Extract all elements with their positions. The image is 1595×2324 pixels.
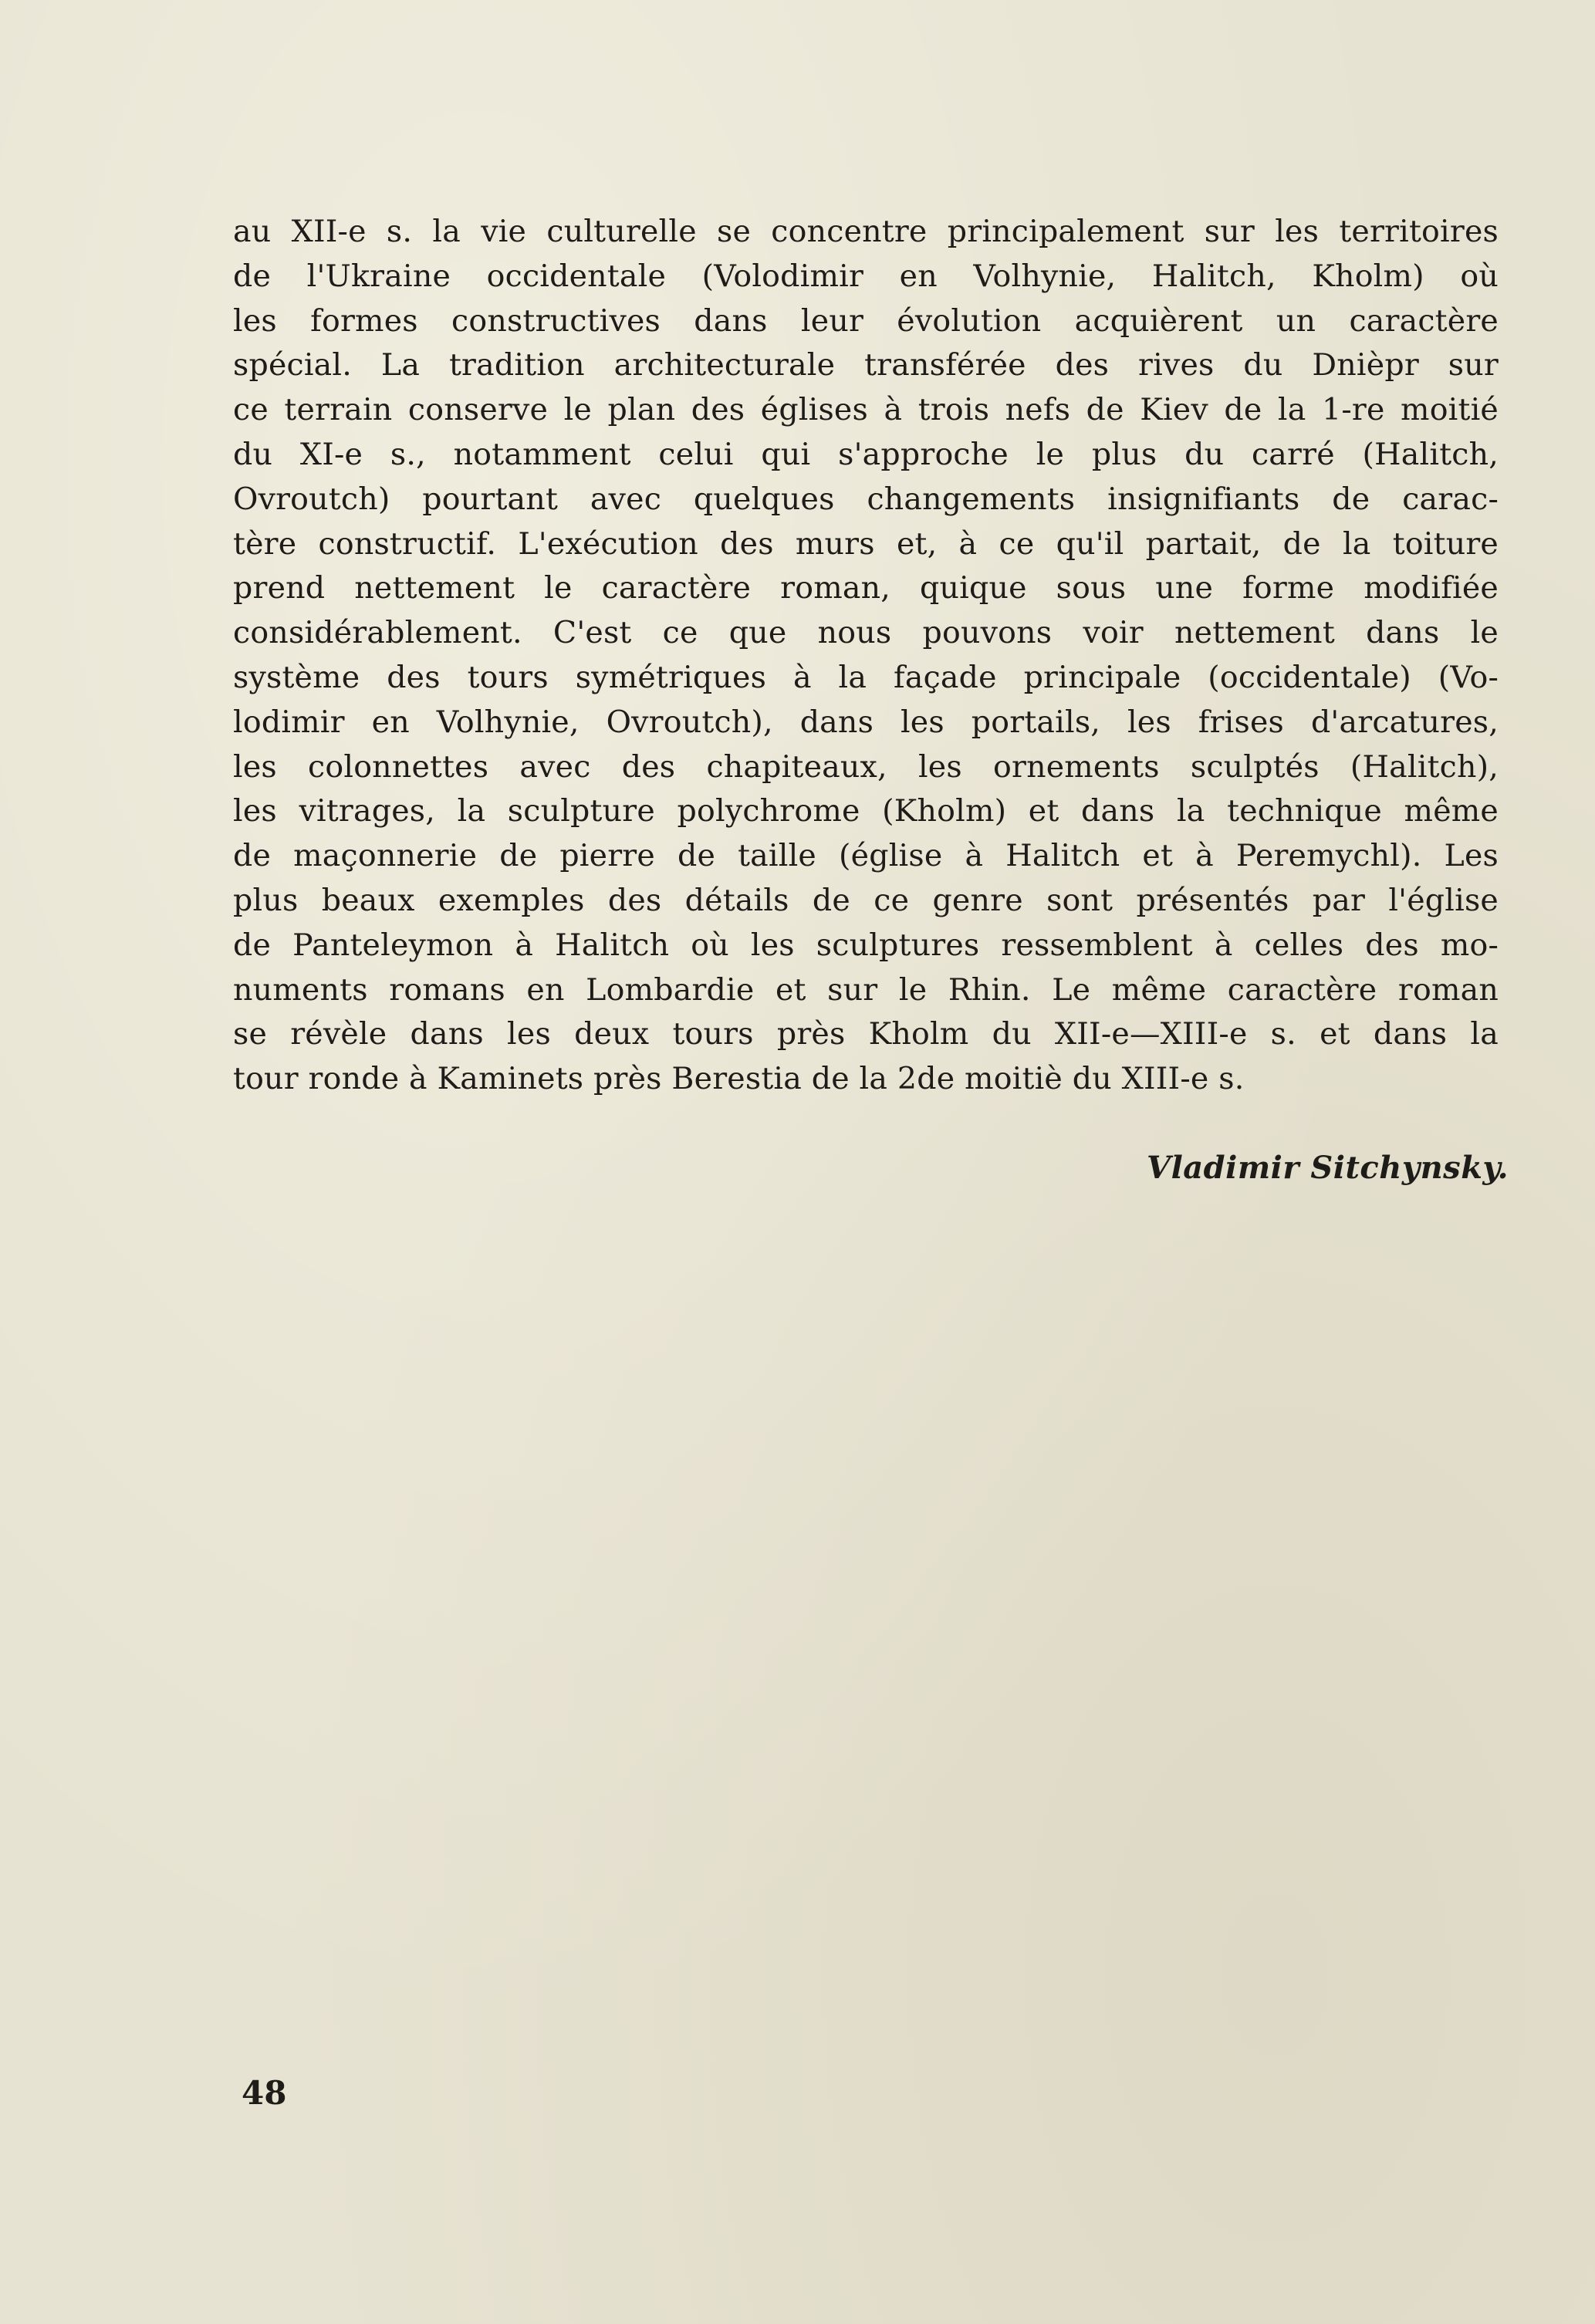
paragraph-line: considérablement. C'est ce que nous pouvons voir nettement dans le bbox=[233, 615, 1499, 651]
paragraph-line: plus beaux exemples des détails de ce genre sont présentés par l'église bbox=[233, 882, 1499, 918]
paragraph-line: de maçonnerie de pierre de taille (église à Halitch et à Peremychl). Les bbox=[233, 838, 1499, 874]
body-paragraph bbox=[233, 210, 1499, 1102]
paragraph-line: lodimir en Volhynie, Ovroutch), dans les portails, les frises d'arcatures, bbox=[233, 704, 1499, 740]
paragraph-line: se révèle dans les deux tours près Kholm du XII-e—XIII-e s. et dans la bbox=[233, 1016, 1499, 1052]
page-number: 48 bbox=[242, 2074, 287, 2112]
paragraph-line: de l'Ukraine occidentale (Volodimir en Volhynie, Halitch, Kholm) où bbox=[233, 258, 1499, 294]
paragraph-line: ce terrain conserve le plan des églises à trois nefs de Kiev de la 1-re moitié bbox=[233, 392, 1499, 428]
paragraph-line: les vitrages, la sculpture polychrome (Kholm) et dans la technique même bbox=[233, 793, 1499, 829]
author-signature: Vladimir Sitchynsky. bbox=[1147, 1150, 1509, 1186]
paragraph-line: les formes constructives dans leur évolution acquièrent un caractère bbox=[233, 302, 1499, 339]
paragraph-line: numents romans en Lombardie et sur le Rhin. Le même caractère roman bbox=[233, 971, 1499, 1008]
paragraph-line: du XI-e s., notamment celui qui s'approche le plus du carré (Halitch, bbox=[233, 436, 1499, 472]
paragraph-line: Ovroutch) pourtant avec quelques changements insignifiants de carac- bbox=[233, 481, 1499, 517]
paragraph-line: prend nettement le caractère roman, quique sous une forme modifiée bbox=[233, 570, 1499, 606]
paragraph-line: les colonnettes avec des chapiteaux, les ornements sculptés (Halitch), bbox=[233, 748, 1499, 785]
paragraph-line: tère constructif. L'exécution des murs et, à ce qu'il partait, de la toiture bbox=[233, 525, 1499, 562]
paragraph-line: au XII-e s. la vie culturelle se concentre principalement sur les territoires bbox=[233, 214, 1499, 249]
paragraph-line: spécial. La tradition architecturale transférée des rives du Dnièpr sur bbox=[233, 347, 1499, 383]
paragraph-line: de Panteleymon à Halitch où les sculptures ressemblent à celles des mo- bbox=[233, 927, 1499, 963]
paragraph-line: tour ronde à Kaminets près Berestia de la 2de moitiè du XIII-e s. bbox=[233, 1061, 1245, 1097]
paragraph-line: système des tours symétriques à la façade principale (occidentale) (Vo- bbox=[233, 659, 1499, 695]
